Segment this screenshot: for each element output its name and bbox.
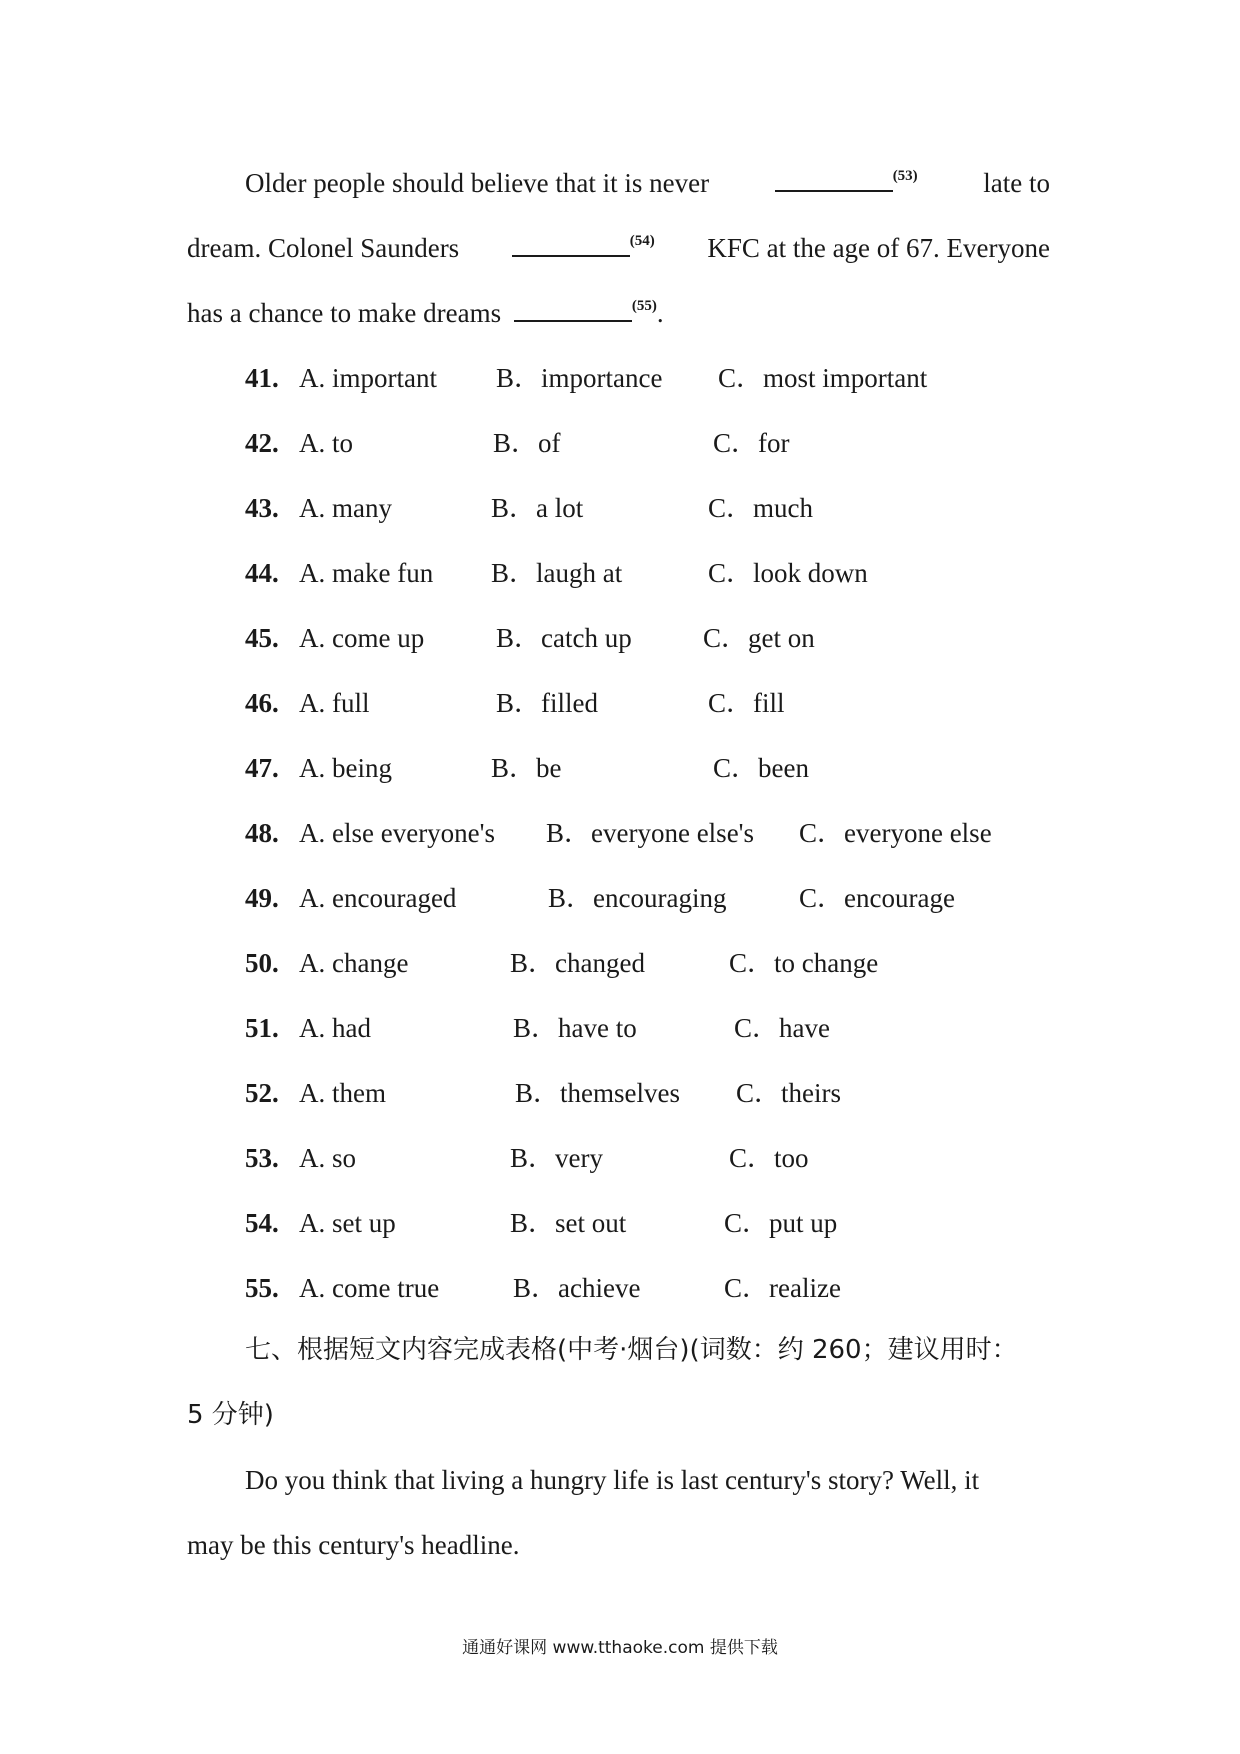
question-row bbox=[245, 946, 1045, 980]
question-number: 54. bbox=[245, 1208, 279, 1238]
passage2-line-2: may be this century's headline. bbox=[187, 1530, 520, 1560]
question-row bbox=[245, 491, 1045, 525]
option-b: B．importance bbox=[496, 363, 663, 393]
option-a: A. important bbox=[299, 363, 437, 393]
passage-line-3-start: has a chance to make dreams bbox=[187, 298, 502, 328]
question-row bbox=[245, 1076, 1045, 1110]
option-b: B．very bbox=[510, 1143, 603, 1173]
option-a: A. else everyone's bbox=[299, 818, 496, 848]
option-b: B．themselves bbox=[515, 1078, 680, 1108]
question-number: 42. bbox=[245, 428, 279, 458]
question-row bbox=[245, 686, 1045, 720]
option-c: C．everyone else bbox=[799, 818, 992, 848]
passage-line-2-start: dream. Colonel Saunders bbox=[187, 233, 460, 263]
question-row bbox=[245, 816, 1045, 850]
question-number: 53. bbox=[245, 1143, 279, 1173]
question-row bbox=[245, 556, 1045, 590]
passage-line-1-after: late to bbox=[983, 168, 1050, 198]
question-number: 49. bbox=[245, 883, 279, 913]
blank-number: (54) bbox=[629, 233, 655, 249]
question-number: 41. bbox=[245, 363, 279, 393]
question-row bbox=[245, 1141, 1045, 1175]
option-c: C．for bbox=[713, 428, 790, 458]
blank-55-line bbox=[514, 298, 632, 322]
question-number: 47. bbox=[245, 753, 279, 783]
question-number: 44. bbox=[245, 558, 279, 588]
option-b: B．have to bbox=[513, 1013, 637, 1043]
question-number: 48. bbox=[245, 818, 279, 848]
option-a: A. make fun bbox=[299, 558, 434, 588]
option-c: C．to change bbox=[729, 948, 879, 978]
passage-line-2 bbox=[187, 231, 1050, 265]
question-number: 52. bbox=[245, 1078, 279, 1108]
option-c: C．too bbox=[729, 1143, 809, 1173]
option-b: B．filled bbox=[496, 688, 598, 718]
passage2-line-1: Do you think that living a hungry life is last century's story? Well, it bbox=[245, 1465, 980, 1495]
option-a: A. so bbox=[299, 1143, 357, 1173]
option-a: A. change bbox=[299, 948, 409, 978]
option-b: B．catch up bbox=[496, 623, 632, 653]
option-b: B．a lot bbox=[491, 493, 584, 523]
option-b: B．of bbox=[493, 428, 561, 458]
blank-line bbox=[775, 168, 893, 192]
option-b: B．everyone else's bbox=[546, 818, 755, 848]
option-a: A. encouraged bbox=[299, 883, 457, 913]
passage-line-2-after: KFC at the age of 67. Everyone bbox=[707, 233, 1050, 263]
option-b: B．achieve bbox=[513, 1273, 641, 1303]
blank-54 bbox=[512, 231, 655, 265]
option-c: C．most important bbox=[718, 363, 928, 393]
option-a: A. come true bbox=[299, 1273, 440, 1303]
blank-53 bbox=[775, 166, 918, 200]
question-row bbox=[245, 1206, 1045, 1240]
question-row bbox=[245, 1011, 1045, 1045]
option-c: C．put up bbox=[724, 1208, 838, 1238]
option-c: C．fill bbox=[708, 688, 785, 718]
option-a: A. many bbox=[299, 493, 392, 523]
blank-number: (53) bbox=[892, 168, 918, 184]
blank-line bbox=[512, 233, 630, 257]
section-heading-line-2: 5 分钟) bbox=[187, 1400, 274, 1430]
option-a: A. them bbox=[299, 1078, 386, 1108]
option-a: A. set up bbox=[299, 1208, 396, 1238]
option-c: C．have bbox=[734, 1013, 830, 1043]
option-c: C．theirs bbox=[736, 1078, 841, 1108]
question-row bbox=[245, 426, 1045, 460]
question-number: 55. bbox=[245, 1273, 279, 1303]
option-b: B．changed bbox=[510, 948, 645, 978]
option-c: C．encourage bbox=[799, 883, 955, 913]
option-c: C．been bbox=[713, 753, 809, 783]
passage-line-1 bbox=[245, 166, 1050, 200]
option-a: A. to bbox=[299, 428, 353, 458]
question-number: 51. bbox=[245, 1013, 279, 1043]
option-a: A. being bbox=[299, 753, 392, 783]
option-b: B．encouraging bbox=[548, 883, 727, 913]
option-b: B．be bbox=[491, 753, 562, 783]
footer-watermark: 通通好课网 www.tthaoke.com 提供下载 bbox=[462, 1638, 778, 1658]
passage-line-1-text: Older people should believe that it is never bbox=[245, 168, 710, 198]
question-number: 45. bbox=[245, 623, 279, 653]
question-row bbox=[245, 881, 1045, 915]
passage-line-3 bbox=[187, 296, 664, 330]
question-row bbox=[245, 621, 1045, 655]
option-c: C．look down bbox=[708, 558, 868, 588]
section-heading-line-1: 七、根据短文内容完成表格(中考·烟台)(词数：约 260；建议用时： bbox=[245, 1335, 1018, 1365]
question-row bbox=[245, 751, 1045, 785]
blank-number: (55) bbox=[631, 298, 657, 314]
question-number: 50. bbox=[245, 948, 279, 978]
option-b: B．set out bbox=[510, 1208, 627, 1238]
option-b: B．laugh at bbox=[491, 558, 623, 588]
option-a: A. had bbox=[299, 1013, 371, 1043]
option-c: C．get on bbox=[703, 623, 815, 653]
option-a: A. come up bbox=[299, 623, 425, 653]
question-row bbox=[245, 1271, 1045, 1305]
question-number: 43. bbox=[245, 493, 279, 523]
question-number: 46. bbox=[245, 688, 279, 718]
option-a: A. full bbox=[299, 688, 370, 718]
passage-line-3-after: . bbox=[656, 298, 664, 328]
option-c: C．realize bbox=[724, 1273, 841, 1303]
question-row bbox=[245, 361, 1045, 395]
option-c: C．much bbox=[708, 493, 813, 523]
